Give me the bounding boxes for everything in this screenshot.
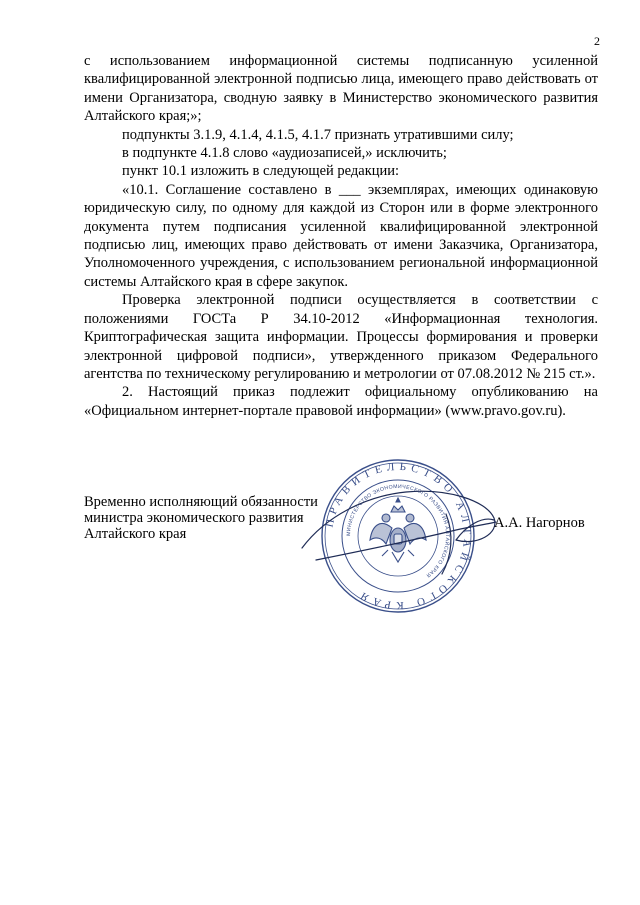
paragraph-continuation: с использованием информационной системы подписанную усиленной квалифицированной электронной подписью лица, имеющего право действовать от имени Организатора, сводную заявку в Министерство экономического развития Алтайского края;»; [84,53,598,125]
paragraph-signature-check: Проверка электронной подписи осуществляется в соответствии с положениями ГОСТа Р 34.10-2012 «Информационная технология. Криптографическая защита информации. Процессы формирования и проверки электронной цифровой подписи», утвержденного приказом Федерального агентства по техническому регулированию и метрологии от 07.08.2012 № 215 ст.». [84,292,598,382]
paragraph-subitem-exclude: в подпункте 4.1.8 слово «аудиозаписей,» исключить; [122,145,447,162]
signatory-position-line-3: Алтайского края [84,526,187,542]
seal-inner-text: МИНИСТЕРСТВО ЭКОНОМИЧЕСКОГО РАЗВИТИЯ АЛТАЙСКОГО КРАЯ [345,483,451,579]
paragraph-publication: 2. Настоящий приказ подлежит официальному опубликованию на «Официальном интернет-портале правовой информации» (www.pravo.gov.ru). [84,384,598,419]
paragraph-subitems-void: подпункты 3.1.9, 4.1.4, 4.1.5, 4.1.7 признать утратившими силу; [122,126,514,143]
double-headed-eagle-emblem [370,498,426,562]
official-seal [296,456,500,616]
signatory-position-line-2: министра экономического развития [84,510,304,526]
document-body [84,52,598,420]
seal-outer-text: ПРАВИТЕЛЬСТВО АЛТАЙСКОГО КРАЯ [323,460,474,612]
signatory-name: А.А. Нагорнов [494,515,585,531]
signatory-position-line-1: Временно исполняющий обязанности [84,494,318,510]
page-number: 2 [594,34,600,48]
paragraph-item-10-1-text: «10.1. Соглашение составлено в ___ экземплярах, имеющих одинаковую юридическую силу, по одному для каждой из Сторон или в форме электронного документа путем подписания усиленной квалифицированной электронной подписью лиц, имеющих право действовать от имени Заказчика, Организатора, Уполномоченного учреждения, с использованием региональной информационной системы Алтайского края в сфере закупок. [84,181,598,290]
paragraph-item-10-1-intro: пункт 10.1 изложить в следующей редакции: [122,163,400,180]
